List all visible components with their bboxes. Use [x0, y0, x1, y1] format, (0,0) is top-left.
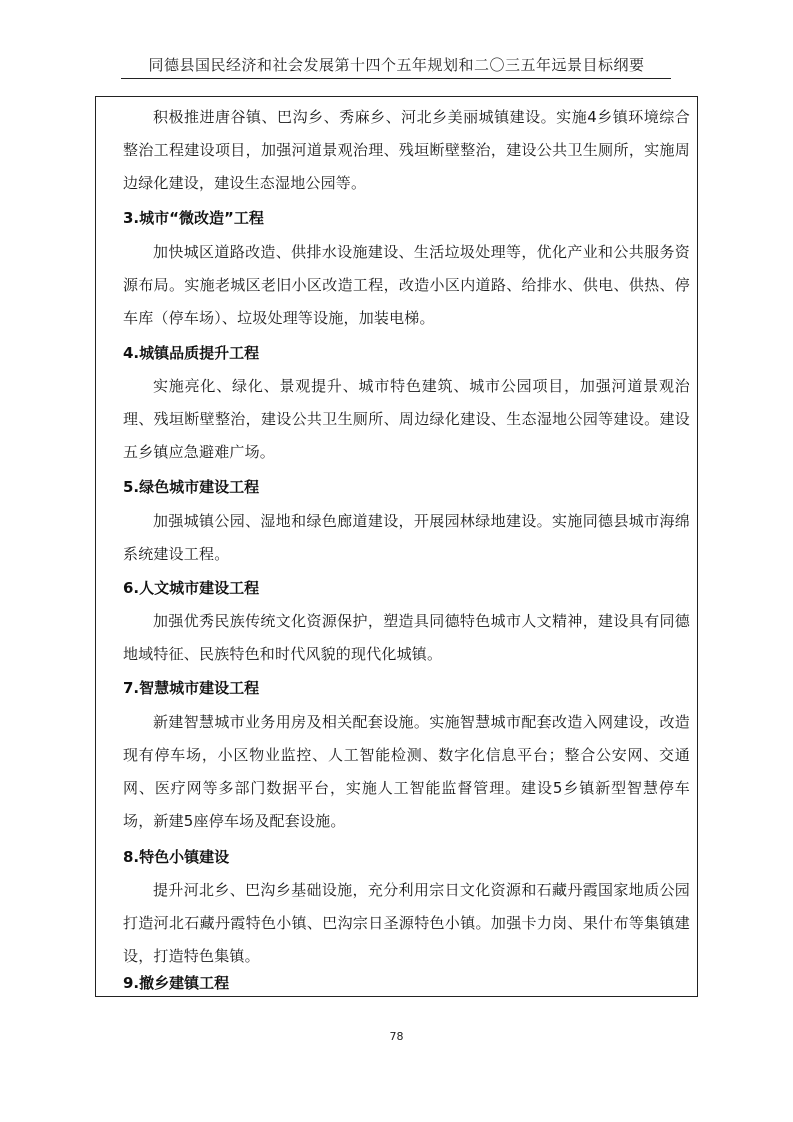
section-heading-5: 5.绿色城市建设工程 [123, 478, 260, 496]
section-text-3: 加快城区道路改造、供排水设施建设、生活垃圾处理等，优化产业和公共服务资源布局。实施老城区老旧小区改造工程，改造小区内道路、给排水、供电、供热、停车库（停车场）、垃圾处理等设施，加装电梯。 [123, 243, 690, 327]
section-heading-8: 8.特色小镇建设 [123, 848, 230, 866]
section-heading-9: 9.撤乡建镇工程 [123, 974, 230, 992]
header-divider [121, 78, 671, 79]
section-text-4: 实施亮化、绿化、景观提升、城市特色建筑、城市公园项目，加强河道景观治理、残垣断壁整治，建设公共卫生厕所、周边绿化建设、生态湿地公园等建设。建设五乡镇应急避难广场。 [123, 377, 690, 461]
section-heading-7: 7.智慧城市建设工程 [123, 679, 260, 697]
section-text-7: 新建智慧城市业务用房及相关配套设施。实施智慧城市配套改造入网建设，改造现有停车场，小区物业监控、人工智能检测、数字化信息平台；整合公安网、交通网、医疗网等多部门数据平台，实施人工智能监督管理。建设5乡镇新型智慧停车场，新建5座停车场及配套设施。 [123, 713, 690, 830]
content-box [95, 96, 698, 997]
section-heading-6: 6.人文城市建设工程 [123, 579, 260, 597]
section-text-8: 提升河北乡、巴沟乡基础设施，充分利用宗日文化资源和石藏丹霞国家地质公园打造河北石藏丹霞特色小镇、巴沟宗日圣源特色小镇。加强卡力岗、果什布等集镇建设，打造特色集镇。 [123, 881, 690, 965]
section-text-6: 加强优秀民族传统文化资源保护，塑造具同德特色城市人文精神，建设具有同德地域特征、民族特色和时代风貌的现代化城镇。 [123, 612, 690, 663]
page-header-title: 同德县国民经济和社会发展第十四个五年规划和二〇三五年远景目标纲要 [148, 56, 645, 74]
intro-paragraph: 积极推进唐谷镇、巴沟乡、秀麻乡、河北乡美丽城镇建设。实施4乡镇环境综合整治工程建设项目，加强河道景观治理、残垣断壁整治，建设公共卫生厕所，实施周边绿化建设，建设生态湿地公园等。 [123, 108, 690, 192]
page-number: 78 [389, 1030, 404, 1043]
section-heading-3: 3.城市“微改造”工程 [123, 209, 264, 227]
section-heading-4: 4.城镇品质提升工程 [123, 344, 260, 362]
section-text-5: 加强城镇公园、湿地和绿色廊道建设，开展园林绿地建设。实施同德县城市海绵系统建设工程。 [123, 512, 690, 563]
